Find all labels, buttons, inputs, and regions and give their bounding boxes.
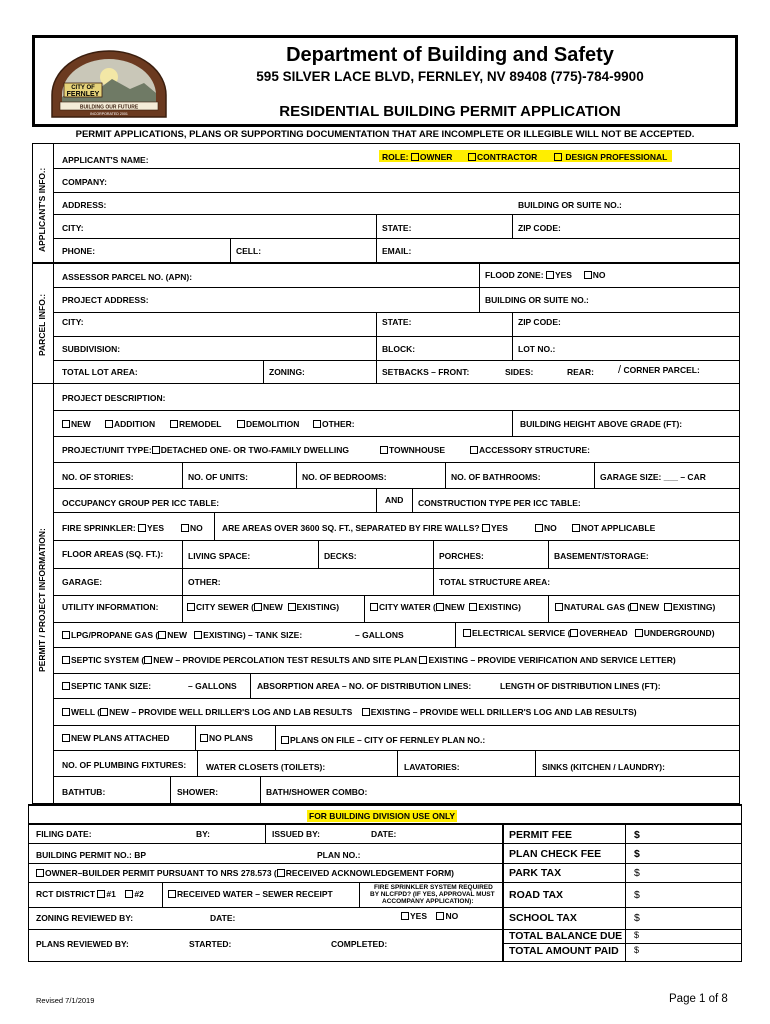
rct2-checkbox[interactable] [125, 890, 133, 898]
form-title: RESIDENTIAL BUILDING PERMIT APPLICATION [279, 103, 621, 120]
water-sewer-receipt-label: RECEIVED WATER – SEWER RECEIPT [177, 889, 333, 899]
utility-label: UTILITY INFORMATION: [62, 602, 159, 612]
flood-no-checkbox[interactable] [584, 271, 592, 279]
bathtub-label: BATHTUB: [62, 787, 106, 797]
porches-label: PORCHES: [439, 551, 484, 561]
sprinkler-yes-checkbox[interactable] [138, 524, 146, 532]
lpg-gallons-label: – GALLONS [355, 630, 404, 640]
applicant-section-label: APPLICANT'S INFO.: [37, 167, 47, 252]
septic-existing-label: EXISTING – PROVIDE VERIFICATION AND SERVICE LETTER) [428, 655, 676, 665]
total-paid-amount[interactable]: $ [634, 945, 640, 955]
septic-checkbox[interactable] [62, 656, 70, 664]
city-sewer-checkbox[interactable] [187, 603, 195, 611]
bedrooms-label: NO. OF BEDROOMS: [302, 472, 387, 482]
no-plans-checkbox[interactable] [200, 734, 208, 742]
office-use-title: FOR BUILDING DIVISION USE ONLY [309, 811, 456, 821]
garage-size-label: GARAGE SIZE: [600, 472, 662, 482]
addition-checkbox[interactable] [105, 420, 113, 428]
department-address: 595 SILVER LACE BLVD, FERNLEY, NV 89408 (775)-784-9900 [256, 69, 644, 84]
townhouse-checkbox[interactable] [380, 446, 388, 454]
email-label: EMAIL: [382, 246, 412, 256]
shower-label: SHOWER: [177, 787, 219, 797]
fire-walls-question: ARE AREAS OVER 3600 SQ. FT., SEPARATED BY FIRE WALLS? [222, 523, 480, 533]
applicant-name-label: APPLICANT'S NAME: [62, 155, 149, 165]
subdivision-label: SUBDIVISION: [62, 344, 121, 354]
contractor-checkbox[interactable] [468, 153, 476, 161]
bath-shower-combo-label: BATH/SHOWER COMBO: [266, 787, 368, 797]
city-sewer-label: CITY SEWER ( [196, 602, 254, 612]
city-logo [48, 47, 170, 121]
gas-new-checkbox[interactable] [630, 603, 638, 611]
water-closets-label: WATER CLOSETS (TOILETS): [206, 762, 326, 772]
owner-checkbox[interactable] [411, 153, 419, 161]
page-number: Page 1 of 8 [669, 993, 728, 1005]
gas-new-label: NEW [639, 602, 660, 612]
gas-existing-label: EXISTING) [672, 602, 716, 612]
fire-sprinkler-label: FIRE SPRINKLER: [62, 523, 136, 533]
decks-label: DECKS: [324, 551, 357, 561]
issued-by-label: ISSUED BY: [272, 829, 321, 839]
detached-label: DETACHED ONE- OR TWO-FAMILY DWELLING [160, 445, 349, 455]
role-label: ROLE: [382, 152, 409, 162]
permit-fee-label: PERMIT FEE [509, 829, 573, 841]
rct-district-label: RCT DISTRICT [36, 889, 98, 899]
overhead-label: OVERHEAD [579, 628, 628, 638]
plans-on-file-label: PLANS ON FILE – CITY OF FERNLEY PLAN NO.: [290, 735, 486, 745]
total-paid-label: TOTAL AMOUNT PAID [509, 945, 619, 957]
parcel-section-label: PARCEL INFO.: [37, 293, 47, 356]
parcel-state-label: STATE: [382, 317, 412, 327]
septic-tank-size-label: SEPTIC TANK SIZE: [71, 681, 152, 691]
permit-fee-amount[interactable]: $ [634, 829, 640, 841]
building-height-label: BUILDING HEIGHT ABOVE GRADE (FT): [520, 419, 683, 429]
lpg-existing-label: EXISTING) – TANK SIZE: [203, 630, 303, 640]
well-existing-checkbox[interactable] [362, 708, 370, 716]
total-balance-amount[interactable]: $ [634, 930, 640, 940]
other-area-label: OTHER: [188, 577, 221, 587]
plans-on-file-checkbox[interactable] [281, 736, 289, 744]
absorption-label: ABSORPTION AREA – NO. OF DISTRIBUTION LINES: [257, 681, 472, 691]
car-label: – CAR [680, 472, 706, 482]
underground-label: UNDERGROUND) [643, 628, 715, 638]
septic-new-checkbox[interactable] [144, 656, 152, 664]
revised-date: Revised 7/1/2019 [36, 996, 95, 1005]
zoning-label: ZONING: [269, 367, 305, 377]
fire-question-line2: BY NLCFPD? (IF YES, APPROVAL MUST [370, 891, 495, 898]
sewer-existing-checkbox[interactable] [288, 603, 296, 611]
lpg-new-checkbox[interactable] [158, 631, 166, 639]
cell-label: CELL: [236, 246, 262, 256]
not-applicable-label: NOT APPLICABLE [581, 523, 656, 533]
fire-yes-label: YES [410, 911, 428, 921]
apn-label: ASSESSOR PARCEL NO. (APN): [62, 272, 193, 282]
flood-yes-label: YES [554, 270, 572, 280]
fire-no-label: NO [445, 911, 459, 921]
road-tax-label: ROAD TAX [509, 889, 564, 901]
rear-label: REAR: [567, 367, 594, 377]
firewall-yes-checkbox[interactable] [482, 524, 490, 532]
park-tax-label: PARK TAX [509, 867, 562, 879]
sprinkler-no-label: NO [190, 523, 203, 533]
logo-text-name: FERNLEY [66, 91, 100, 98]
plan-check-fee-label: PLAN CHECK FEE [509, 848, 602, 860]
plan-no-label: PLAN NO.: [317, 850, 361, 860]
suite-label: BUILDING OR SUITE NO.: [518, 200, 622, 210]
bathrooms-label: NO. OF BATHROOMS: [451, 472, 541, 482]
no-plans-label: NO PLANS [209, 733, 253, 743]
lpg-label: LPG/PROPANE GAS ( [71, 630, 159, 640]
remodel-checkbox[interactable] [170, 420, 178, 428]
septic-new-label: NEW – PROVIDE PERCOLATION TEST RESULTS AND SITE PLAN [153, 655, 418, 665]
owner-label: OWNER [419, 152, 453, 162]
garage-size-blank[interactable]: ___ [663, 472, 678, 482]
plumbing-fixtures-label: NO. OF PLUMBING FIXTURES: [62, 760, 187, 770]
new-plans-checkbox[interactable] [62, 734, 70, 742]
basement-label: BASEMENT/STORAGE: [554, 551, 649, 561]
parcel-city-label: CITY: [62, 317, 84, 327]
new-checkbox[interactable] [62, 420, 70, 428]
filing-by-label: BY: [196, 829, 211, 839]
fire-question-line1: FIRE SPRINKLER SYSTEM REQUIRED [374, 884, 493, 891]
road-tax-amount[interactable]: $ [634, 889, 640, 901]
occupancy-label: OCCUPANCY GROUP PER ICC TABLE: [62, 498, 220, 508]
unit-type-label: PROJECT/UNIT TYPE: [62, 445, 152, 455]
gas-existing-checkbox[interactable] [664, 603, 672, 611]
plans-completed-label: COMPLETED: [331, 939, 388, 949]
flood-yes-checkbox[interactable] [546, 271, 554, 279]
total-area-label: TOTAL STRUCTURE AREA: [439, 577, 551, 587]
water-existing-label: EXISTING) [478, 602, 521, 612]
rct2-label: #2 [134, 889, 144, 899]
and-label: AND [385, 495, 404, 505]
flood-zone-label: FLOOD ZONE: [485, 270, 544, 280]
setbacks-label: SETBACKS – FRONT: [382, 367, 470, 377]
project-description-label: PROJECT DESCRIPTION: [62, 393, 166, 403]
design-professional-checkbox[interactable] [554, 153, 562, 161]
filing-date-label: FILING DATE: [36, 829, 92, 839]
incomplete-warning: PERMIT APPLICATIONS, PLANS OR SUPPORTING DOCUMENTATION THAT ARE INCOMPLETE OR ILLEGIBLE WILL NOT BE ACCEPTED. [75, 129, 695, 140]
lpg-checkbox[interactable] [62, 631, 70, 639]
logo-text-motto: BUILDING OUR FUTURE [79, 104, 139, 111]
firewall-no-label: NO [544, 523, 557, 533]
city-water-checkbox[interactable] [370, 603, 378, 611]
sewer-new-label: NEW [262, 602, 283, 612]
owner-builder-label: OWNER–BUILDER PERMIT PURSUANT TO NRS 278.573 ( [45, 868, 277, 878]
logo-text-inc: INCORPORATED 2001 [90, 112, 128, 116]
garage-area-label: GARAGE: [62, 577, 103, 587]
demolition-label: DEMOLITION [246, 419, 300, 429]
contractor-label: CONTRACTOR [477, 152, 538, 162]
corner-parcel-label: CORNER PARCEL: [623, 365, 700, 375]
new-label: NEW [71, 419, 91, 429]
length-lines-label: LENGTH OF DISTRIBUTION LINES (FT): [500, 681, 661, 691]
zoning-reviewed-label: ZONING REVIEWED BY: [36, 913, 134, 923]
well-checkbox[interactable] [62, 708, 70, 716]
slash: / [618, 364, 622, 376]
septic-tank-checkbox[interactable] [62, 682, 70, 690]
design-professional-label: DESIGN PROFESSIONAL [563, 152, 668, 162]
city-water-label: CITY WATER ( [379, 602, 436, 612]
overhead-checkbox[interactable] [570, 629, 578, 637]
water-sewer-receipt-checkbox[interactable] [168, 890, 176, 898]
owner-builder-checkbox[interactable] [36, 869, 44, 877]
received-ack-checkbox[interactable] [277, 869, 285, 877]
electrical-label: ELECTRICAL SERVICE ( [472, 628, 571, 638]
address-label: ADDRESS: [62, 200, 107, 210]
received-ack-label: RECEIVED ACKNOWLEDGEMENT FORM) [285, 868, 455, 878]
sprinkler-yes-label: YES [147, 523, 165, 533]
demolition-checkbox[interactable] [237, 420, 245, 428]
living-space-label: LIVING SPACE: [188, 551, 251, 561]
remodel-label: REMODEL [179, 419, 222, 429]
not-applicable-checkbox[interactable] [572, 524, 580, 532]
well-existing-label: EXISTING – PROVIDE WELL DRILLER'S LOG AND LAB RESULTS) [370, 707, 637, 717]
school-tax-label: SCHOOL TAX [509, 912, 577, 924]
well-new-checkbox[interactable] [100, 708, 108, 716]
permit-no-label: BUILDING PERMIT NO.: BP [36, 850, 147, 860]
detached-checkbox[interactable] [152, 446, 160, 454]
zoning-date-label: DATE: [210, 913, 236, 923]
fire-yes-checkbox[interactable] [401, 912, 409, 920]
sides-label: SIDES: [505, 367, 534, 377]
parcel-suite-label: BUILDING OR SUITE NO.: [485, 295, 589, 305]
fire-no-checkbox[interactable] [436, 912, 444, 920]
logo-text-top: CITY OF [71, 85, 95, 91]
natural-gas-checkbox[interactable] [555, 603, 563, 611]
state-label: STATE: [382, 223, 412, 233]
parcel-zip-label: ZIP CODE: [518, 317, 561, 327]
other-checkbox[interactable] [313, 420, 321, 428]
firewall-no-checkbox[interactable] [535, 524, 543, 532]
phone-label: PHONE: [62, 246, 96, 256]
underground-checkbox[interactable] [635, 629, 643, 637]
rct1-checkbox[interactable] [97, 890, 105, 898]
sewer-new-checkbox[interactable] [254, 603, 262, 611]
construction-type-label: CONSTRUCTION TYPE PER ICC TABLE: [418, 498, 581, 508]
lavatories-label: LAVATORIES: [404, 762, 460, 772]
natural-gas-label: NATURAL GAS ( [564, 602, 631, 612]
issued-date-label: DATE: [371, 829, 397, 839]
sewer-existing-label: EXISTING) [296, 602, 340, 612]
lpg-existing-checkbox[interactable] [194, 631, 202, 639]
lot-label: LOT NO.: [518, 344, 556, 354]
fire-question-line3: ACCOMPANY APPLICATION): [382, 898, 474, 905]
zip-label: ZIP CODE: [518, 223, 561, 233]
block-label: BLOCK: [382, 344, 416, 354]
rct1-label: #1 [106, 889, 116, 899]
units-label: NO. OF UNITS: [188, 472, 248, 482]
new-plans-label: NEW PLANS ATTACHED [71, 733, 170, 743]
floor-areas-label: FLOOR AREAS (SQ. FT.): [62, 549, 164, 559]
addition-label: ADDITION [114, 419, 156, 429]
water-existing-checkbox[interactable] [469, 603, 477, 611]
project-section-label: PERMIT / PROJECT INFORMATION: [37, 528, 47, 672]
other-label: OTHER: [322, 419, 355, 429]
electrical-checkbox[interactable] [463, 629, 471, 637]
accessory-checkbox[interactable] [470, 446, 478, 454]
water-new-label: NEW [444, 602, 465, 612]
septic-label: SEPTIC SYSTEM ( [71, 655, 145, 665]
lot-area-label: TOTAL LOT AREA: [62, 367, 138, 377]
well-new-label: NEW – PROVIDE WELL DRILLER'S LOG AND LAB RESULTS [109, 707, 353, 717]
plans-started-label: STARTED: [189, 939, 232, 949]
total-balance-label: TOTAL BALANCE DUE [509, 930, 623, 942]
well-label: WELL ( [71, 707, 101, 717]
lpg-new-label: NEW [167, 630, 188, 640]
department-title: Department of Building and Safety [286, 44, 614, 66]
firewall-yes-label: YES [490, 523, 508, 533]
septic-gallons-label: – GALLONS [188, 681, 237, 691]
water-new-checkbox[interactable] [436, 603, 444, 611]
townhouse-label: TOWNHOUSE [389, 445, 446, 455]
plan-check-fee-amount[interactable]: $ [634, 848, 640, 860]
sinks-label: SINKS (KITCHEN / LAUNDRY): [542, 762, 665, 772]
park-tax-amount[interactable]: $ [634, 867, 640, 879]
accessory-label: ACCESSORY STRUCTURE: [479, 445, 590, 455]
project-address-label: PROJECT ADDRESS: [62, 295, 149, 305]
stories-label: NO. OF STORIES: [62, 472, 134, 482]
city-label: CITY: [62, 223, 84, 233]
septic-existing-checkbox[interactable] [419, 656, 427, 664]
flood-no-label: NO [592, 270, 606, 280]
sprinkler-no-checkbox[interactable] [181, 524, 189, 532]
company-label: COMPANY: [62, 177, 108, 187]
plans-reviewed-label: PLANS REVIEWED BY: [36, 939, 129, 949]
school-tax-amount[interactable]: $ [634, 912, 640, 924]
